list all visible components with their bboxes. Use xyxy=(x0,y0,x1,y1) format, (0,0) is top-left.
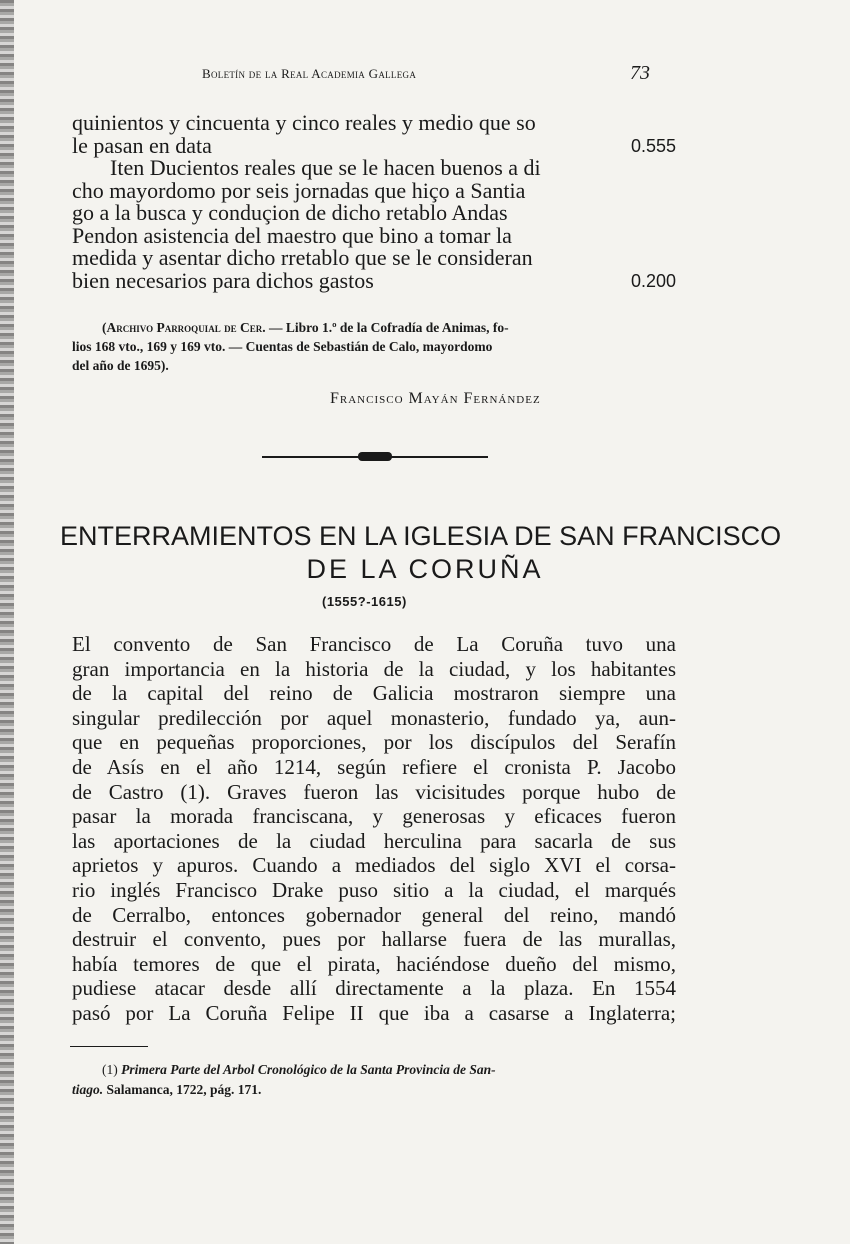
footnote-line: tiago. Salamanca, 1722, pág. 171. xyxy=(72,1082,262,1097)
text-line: Pendon asistencia del maestro que bino a tomar la xyxy=(72,222,512,248)
page-number: 73 xyxy=(630,62,650,84)
text-line: El convento de San Francisco de La Coruña tuvo una xyxy=(72,632,676,656)
text-line: destruir el convento, pues por hallarse fuera de las murallas, xyxy=(72,927,676,952)
text-line: bien necesarios para dichos gastos 0.200 xyxy=(72,267,676,293)
citation-line: del año de 1695). xyxy=(72,358,169,373)
article-title-line-2: DE LA CORUÑA xyxy=(306,554,544,584)
text-line: había temores de que el pirata, haciéndose dueño del mismo, xyxy=(72,951,676,976)
text-line: rio inglés Francisco Drake puso sitio a la ciudad, el marqués xyxy=(72,877,676,902)
text-line: cho mayordomo por seis jornadas que hiço a Santia xyxy=(72,177,526,203)
text-line: de Castro (1). Graves fueron las vicisitudes porque hubo de xyxy=(72,779,676,804)
text-line: go a la busca y conduçion de dicho retablo Andas xyxy=(72,200,508,225)
text-line: de la capital del reino de Galicia mostraron siempre una xyxy=(72,681,676,706)
citation-line: lios 168 vto., 169 y 169 vto. — Cuentas de Sebastián de Calo, mayordomo xyxy=(72,339,493,354)
footnote-line xyxy=(72,1060,676,1080)
amount: 0.200 xyxy=(630,270,676,291)
footnote-title: Primera Parte del Arbol Cronológico de la Santa Provincia de San- xyxy=(121,1062,496,1077)
scanned-page-edge xyxy=(0,0,14,1244)
text-line: aprietos y apuros. Cuando a mediados del siglo XVI el corsa- xyxy=(72,853,676,878)
text-line: pasó por La Coruña Felipe II que iba a casarse a Inglaterra; xyxy=(72,1000,676,1025)
text-line: las aportaciones de la ciudad herculina para sacarla de sus xyxy=(72,828,676,853)
archive-citation xyxy=(72,318,676,375)
text-line: le pasan en data 0.555 xyxy=(72,132,676,158)
article-title-line-1: ENTERRAMIENTOS EN LA IGLESIA DE SAN FRANCISCO xyxy=(60,521,782,551)
amount: 0.555 xyxy=(630,135,676,156)
text-line: Iten Ducientos reales que se le hacen buenos a di xyxy=(110,155,541,180)
footnote-number: (1) xyxy=(102,1062,118,1077)
text-line: de Cerralbo, entonces gobernador general del reino, mandó xyxy=(72,902,676,927)
text-line: que en pequeñas proporciones, por los discípulos del Serafín xyxy=(72,730,676,755)
text-line: pudiese atacar desde allí directamente a la plaza. En 1554 xyxy=(72,976,676,1001)
text-line: quinientos y cincuenta y cinco reales y medio que so xyxy=(72,110,536,135)
author-signature: Francisco Mayán Fernández xyxy=(330,390,541,407)
divider-ornament xyxy=(358,452,392,461)
footnote-rule xyxy=(70,1046,148,1047)
text-line: medida y asentar dicho rretablo que se le consideran xyxy=(72,245,533,270)
article-dates: (1555?-1615) xyxy=(322,594,407,609)
text-line: de Asís en el año 1214, según refiere el cronista P. Jacobo xyxy=(72,754,676,779)
text-line: gran importancia en la historia de la ciudad, y los habitantes xyxy=(72,656,676,681)
article-paragraph xyxy=(72,632,676,1026)
text-line: singular predilección por aquel monasterio, fundado ya, aun- xyxy=(72,705,676,730)
text-line: pasar la morada franciscana, y generosas y eficaces fueron xyxy=(72,804,676,829)
running-head: Boletín de la Real Academia Gallega xyxy=(202,66,417,81)
footnote-imprint: Salamanca, 1722, pág. 171. xyxy=(106,1082,262,1097)
footnote xyxy=(72,1060,676,1100)
citation-line: (Archivo Parroquial de Cer. — Libro 1.º de la Cofradía de Animas, fo- xyxy=(102,320,509,335)
account-entries xyxy=(72,112,676,292)
